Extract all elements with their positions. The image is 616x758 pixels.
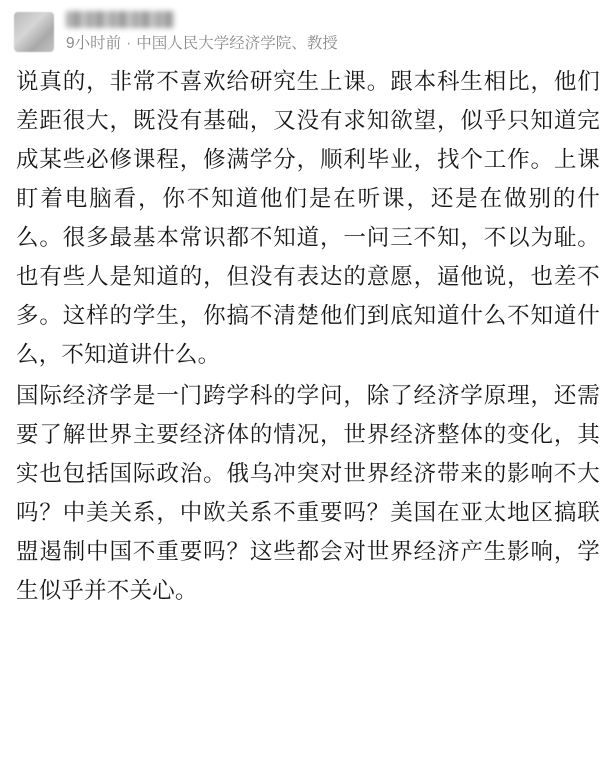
post-meta — [66, 34, 602, 54]
author-name-redacted[interactable] — [66, 11, 174, 28]
post-timestamp: 9小时前 — [66, 35, 122, 52]
post-paragraph: 说真的，非常不喜欢给研究生上课。跟本科生相比，他们差距很大，既没有基础，又没有求知欲望，似乎只知道完成某些必修课程，修满学分，顺利毕业，找个工作。上课盯着电脑看，你不知道他们是在听课，还是在做别的什么。很多最基本常识都不知道，一问三不知，不以为耻。也有些人是知道的，但没有表达的意愿，逼他说，也差不多。这样的学生，你搞不清楚他们到底知道什么不知道什么，不知道讲什么。 — [16, 69, 600, 367]
post-header — [0, 0, 616, 60]
meta-separator: · — [126, 35, 132, 52]
avatar[interactable] — [14, 12, 54, 52]
post-body — [0, 60, 616, 610]
post-paragraph: 国际经济学是一门跨学科的学问，除了经济学原理，还需要了解世界主要经济体的情况，世界经济整体的变化，其实也包括国际政治。俄乌冲突对世界经济带来的影响不大吗？中美关系，中欧关系不重要吗？美国在亚太地区搞联盟遏制中国不重要吗？这些都会对世界经济产生影响，学生似乎并不关心。 — [16, 383, 600, 603]
author-info — [64, 10, 602, 54]
author-affiliation: 中国人民大学经济学院、教授 — [136, 35, 338, 52]
